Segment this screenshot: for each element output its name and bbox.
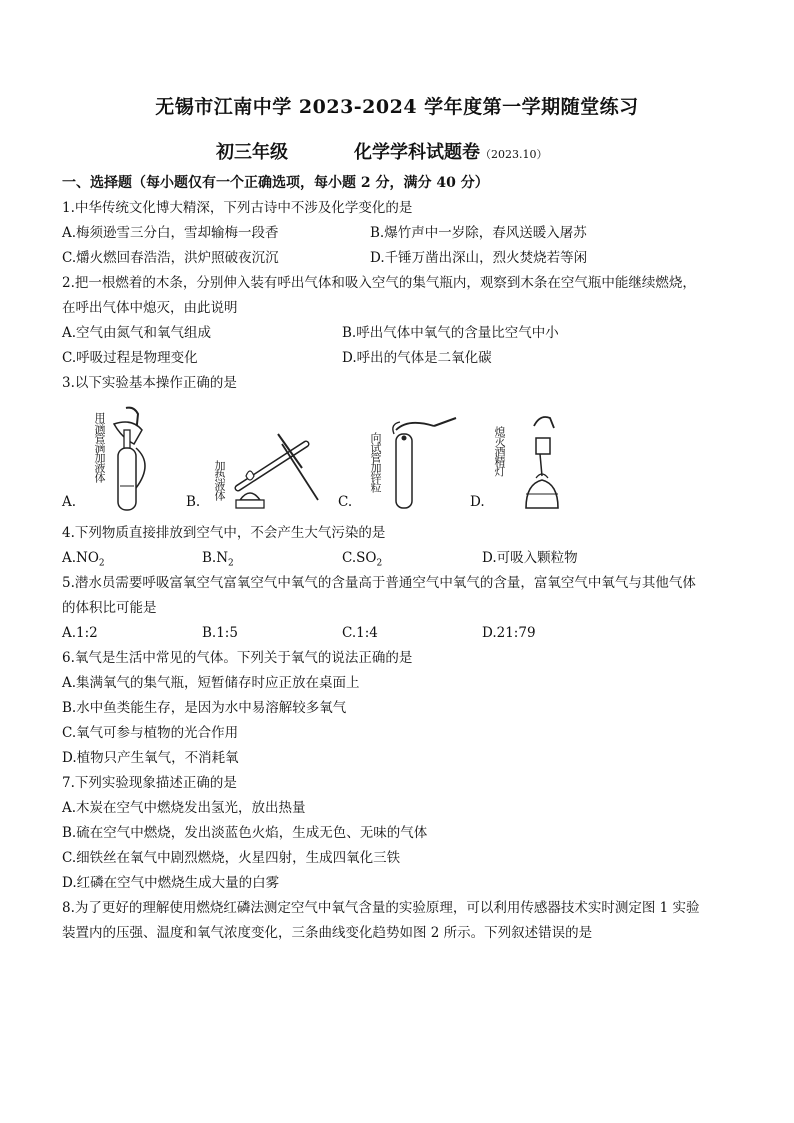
page-title: 无锡市江南中学 2023-2024 学年度第一学期随堂练习 bbox=[155, 96, 639, 118]
figure-b-heating bbox=[186, 404, 326, 512]
q1-stem: 1.中华传统文化博大精深，下列古诗中不涉及化学变化的是 bbox=[62, 200, 413, 216]
heating-test-tube-icon bbox=[186, 404, 326, 512]
q2-option-a: A.空气由氮气和氧气组成 bbox=[62, 325, 212, 341]
q3-figures bbox=[62, 404, 602, 514]
q5-option-d: D.21:79 bbox=[482, 625, 536, 641]
figure-d-letter: D. bbox=[470, 494, 485, 510]
dropper-test-tube-icon bbox=[62, 404, 172, 512]
q7-option-a: A.木炭在空气中燃烧发出氢光，放出热量 bbox=[62, 800, 306, 816]
q2-option-c: C.呼吸过程是物理变化 bbox=[62, 350, 198, 366]
q5-stem-line1: 5.潜水员需要呼吸富氧空气富氧空气中氧气的含量高于普通空气中氧气的含量，富氧空气中氧气与其他气体 bbox=[62, 575, 696, 591]
zinc-test-tube-icon bbox=[338, 404, 468, 512]
subject-label: 化学学科试题卷 bbox=[354, 142, 480, 163]
q5-option-c: C.1:4 bbox=[342, 625, 378, 641]
q8-stem-line1: 8.为了更好的理解使用燃烧红磷法测定空气中氧气含量的实验原理，可以利用传感器技术实时测定图 1 实验 bbox=[62, 900, 700, 916]
q7-stem: 7.下列实验现象描述正确的是 bbox=[62, 775, 237, 791]
grade-label: 初三年级 bbox=[216, 142, 288, 163]
q6-option-a: A.集满氧气的集气瓶，短暂储存时应正放在桌面上 bbox=[62, 675, 360, 691]
figure-a-dropper bbox=[62, 404, 172, 512]
q2-stem-line1: 2.把一根燃着的木条，分别伸入装有呼出气体和吸入空气的集气瓶内，观察到木条在空气瓶中能继续燃烧， bbox=[62, 275, 696, 291]
q1-option-c: C.爝火燃回春浩浩，洪炉照破夜沉沉 bbox=[62, 250, 279, 266]
q6-stem: 6.氧气是生活中常见的气体。下列关于氧气的说法正确的是 bbox=[62, 650, 413, 666]
figure-c-label: 向试管加锌粒 bbox=[369, 432, 382, 492]
q4-option-a-text: A.NO bbox=[62, 550, 99, 566]
figure-d-label: 熄灭酒精灯 bbox=[493, 426, 506, 476]
q7-option-d: D.红磷在空气中燃烧生成大量的白雾 bbox=[62, 875, 280, 891]
q7-option-c: C.细铁丝在氧气中剧烈燃烧，火星四射，生成四氧化三铁 bbox=[62, 850, 401, 866]
figure-b-letter: B. bbox=[186, 494, 201, 510]
q4-option-a bbox=[62, 549, 105, 567]
figure-d-lamp bbox=[470, 404, 600, 512]
figure-c-zinc bbox=[338, 404, 468, 512]
q2-option-b: B.呼出气体中氧气的含量比空气中小 bbox=[342, 325, 559, 341]
q7-option-b: B.硫在空气中燃烧，发出淡蓝色火焰，生成无色、无味的气体 bbox=[62, 825, 428, 841]
q1-option-d: D.千锤万凿出深山，烈火焚烧若等闲 bbox=[370, 250, 588, 266]
q1-option-a: A.梅须逊雪三分白，雪却输梅一段香 bbox=[62, 225, 279, 241]
q8-stem-line2: 装置内的压强、温度和氧气浓度变化，三条曲线变化趋势如图 2 所示。下列叙述错误的是 bbox=[62, 925, 593, 941]
section-heading: 一、选择题（每小题仅有一个正确选项，每小题 2 分，满分 40 分） bbox=[62, 175, 489, 191]
q1-option-b: B.爆竹声中一岁除，春风送暖入屠苏 bbox=[370, 225, 587, 241]
q4-option-c bbox=[342, 549, 382, 567]
q6-option-c: C.氧气可参与植物的光合作用 bbox=[62, 725, 239, 741]
figure-a-letter: A. bbox=[62, 494, 77, 510]
q4-option-b-text: B.N bbox=[202, 550, 229, 566]
q4-option-b-subscript: 2 bbox=[228, 558, 234, 569]
q4-option-d: D.可吸入颗粒物 bbox=[482, 550, 578, 566]
q4-stem: 4.下列物质直接排放到空气中，不会产生大气污染的是 bbox=[62, 525, 386, 541]
q5-option-b: B.1:5 bbox=[202, 625, 238, 641]
q2-option-d: D.呼出的气体是二氧化碳 bbox=[342, 350, 492, 366]
figure-a-label: 用滴管滴加液体 bbox=[93, 412, 106, 482]
q5-option-a: A.1:2 bbox=[62, 625, 98, 641]
figure-c-letter: C. bbox=[338, 494, 353, 510]
q4-option-a-subscript: 2 bbox=[98, 558, 105, 569]
q3-stem: 3.以下实验基本操作正确的是 bbox=[62, 375, 237, 391]
figure-b-label: 加热液体 bbox=[213, 460, 226, 500]
q5-stem-line2: 的体积比可能是 bbox=[62, 600, 157, 616]
q4-option-c-text: C.SO bbox=[342, 550, 377, 566]
page-subtitle bbox=[216, 138, 548, 164]
q4-option-b bbox=[202, 549, 234, 567]
q6-option-d: D.植物只产生氧气，不消耗氧 bbox=[62, 750, 239, 766]
q6-option-b: B.水中鱼类能生存，是因为水中易溶解较多氧气 bbox=[62, 700, 347, 716]
exam-date: （2023.10） bbox=[480, 148, 548, 161]
q4-option-c-subscript: 2 bbox=[376, 558, 383, 569]
q2-stem-line2: 在呼出气体中熄灭，由此说明 bbox=[62, 300, 238, 316]
alcohol-lamp-icon bbox=[470, 404, 600, 512]
